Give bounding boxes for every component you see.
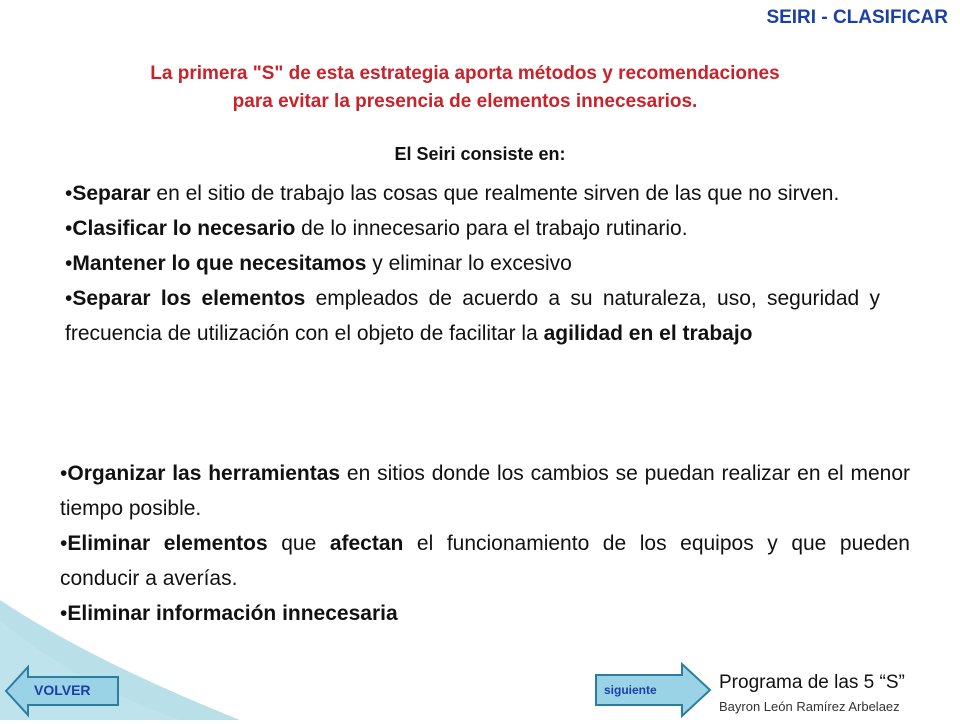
next-button-label: siguiente (604, 683, 657, 697)
list-item (60, 456, 910, 526)
intro-line-2: para evitar la presencia de elementos innecesarios. (232, 91, 698, 112)
bullet: • (65, 182, 73, 205)
list-item-text: que (267, 532, 330, 555)
list-item-bold: Eliminar información innecesaria (67, 602, 398, 625)
list-item-bold: Eliminar elementos (67, 532, 268, 555)
list-item (60, 526, 910, 596)
list-item-bold: Clasificar lo necesario (72, 217, 296, 240)
footer-author: Bayron León Ramírez Arbelaez (719, 699, 900, 714)
page-title: SEIRI - CLASIFICAR (766, 7, 948, 28)
intro-text (0, 60, 930, 116)
bullet: • (65, 217, 73, 240)
bullet: • (65, 252, 73, 275)
list-item-bold-end: agilidad en el trabajo (543, 322, 753, 345)
list-item-bold: Separar (72, 182, 151, 205)
bullet: • (65, 287, 73, 310)
list-item-bold: Mantener lo que necesitamos (72, 252, 367, 275)
section-subtitle: El Seiri consiste en: (394, 144, 566, 164)
list-item (65, 281, 880, 351)
list-item-text: en sitios donde los cambios se puedan realizar en el menor tiempo posible. (60, 462, 911, 520)
back-button-label: VOLVER (34, 682, 91, 698)
list-item-text-2: el funcionamiento de los equipos y que pueden conducir a averías. (60, 532, 910, 590)
intro-line-1: La primera "S" de esta estrategia aporta métodos y recomendaciones (150, 63, 780, 84)
bullet: • (60, 532, 68, 555)
list-item-bold: Organizar las herramientas (67, 462, 341, 485)
bullet: • (60, 462, 68, 485)
list-item (65, 176, 880, 211)
list-item-bold-2: afectan (329, 532, 404, 555)
bullet: • (60, 602, 68, 625)
footer-program: Programa de las 5 “S” (719, 672, 905, 693)
list-item-text: empleados de acuerdo a su naturaleza, uso, seguridad y frecuencia de utilización con el objeto de facilitar la (65, 287, 880, 345)
list-item-bold: Separar los elementos (72, 287, 306, 310)
list-item (65, 211, 880, 246)
list-item-text: de lo innecesario para el trabajo rutinario. (295, 217, 688, 240)
list-item (65, 246, 880, 281)
seiri-list-a (65, 176, 880, 351)
next-button[interactable] (594, 661, 712, 719)
list-item-text: y eliminar lo excesivo (366, 252, 572, 275)
back-button[interactable] (4, 663, 122, 719)
list-item-text: en el sitio de trabajo las cosas que realmente sirven de las que no sirven. (150, 182, 840, 205)
